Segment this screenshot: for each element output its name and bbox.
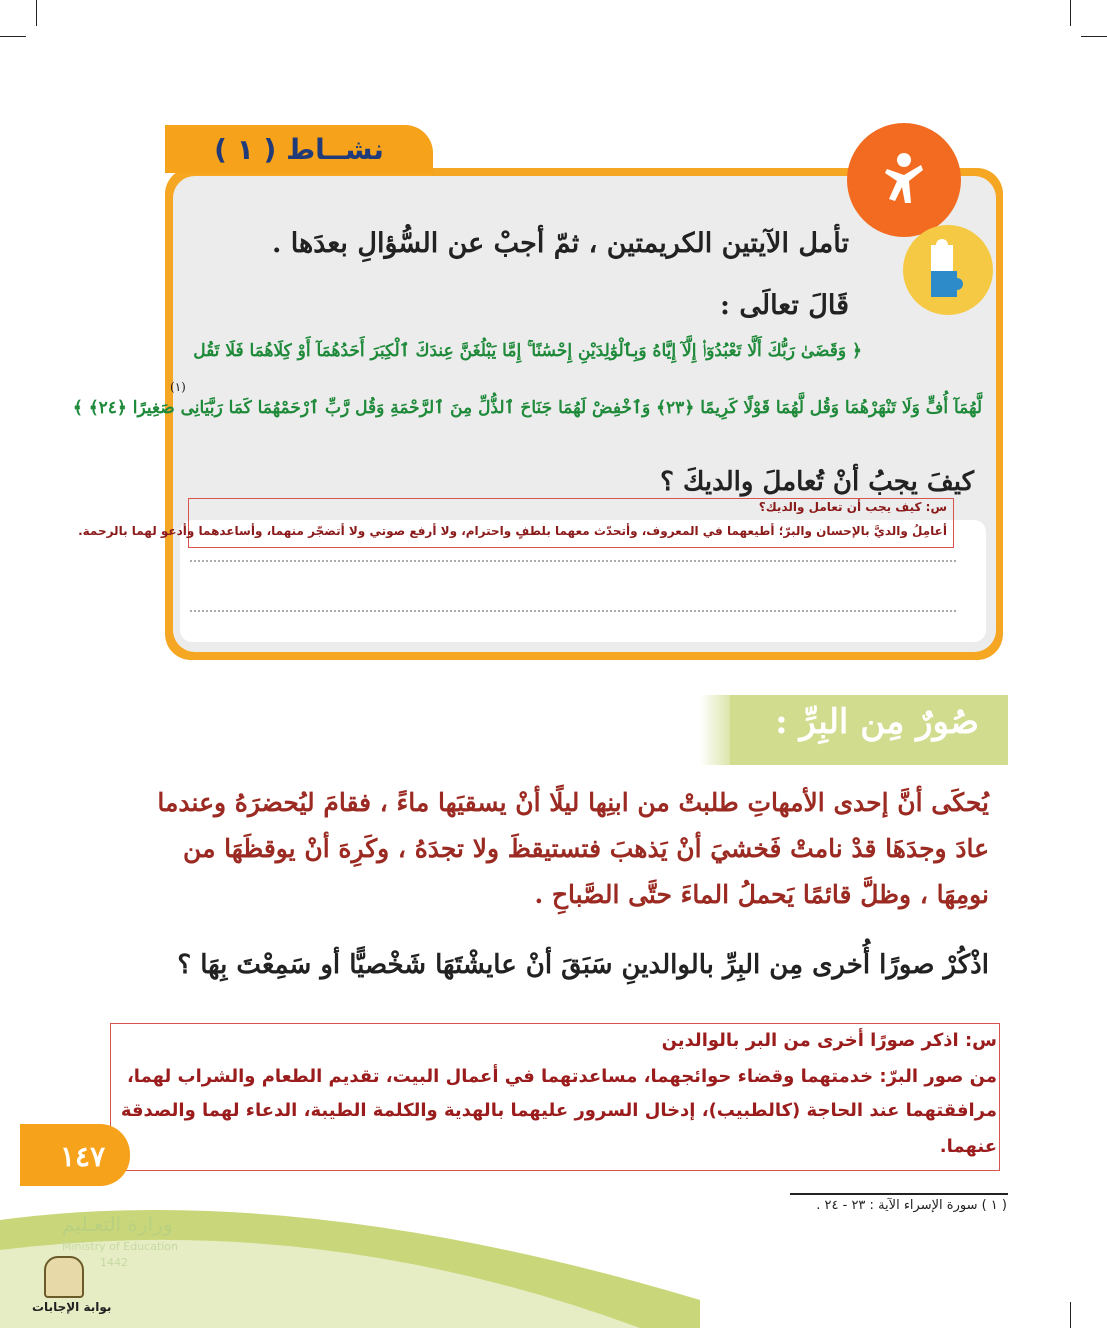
- ministry-logo-text: وزارة التعـليم: [62, 1212, 173, 1236]
- page-number: ١٤٧: [60, 1140, 106, 1173]
- portal-logo-icon: [44, 1256, 84, 1298]
- qala-label: قَالَ تعالَى :: [719, 290, 849, 321]
- verse-line-1: ﴿ وَقَضَىٰ رَبُّكَ أَلَّا تَعْبُدُوٓا۟ إِلَّآ إِيَّاهُ وَبِٱلْوَٰلِدَيْنِ إِحْسَٰنًا ۚ إِمَّا يَبْلُغَنَّ عِندَكَ ٱلْكِبَرَ أَحَدُهُمَآ أَوْ كِلَاهُمَا فَلَا تَقُل: [193, 341, 862, 361]
- crop-mark: [36, 0, 37, 26]
- crop-mark: [1081, 36, 1107, 37]
- answer-dotted-line: [190, 610, 956, 612]
- activity-answer-text: أعامِلُ والديَّ بالإحسان والبرّ؛ أطيعهما في المعروف، وأتحدّث معهما بلطفٍ واحترام، ولا أرفع صوتي ولا أتضجّر منهما، وأساعدهما وأدعو لهما بالرحمة.: [78, 524, 947, 538]
- crop-mark: [0, 36, 26, 37]
- answer-label: س: اذكر صورًا أخرى من البر بالوالدين: [661, 1030, 997, 1051]
- section-title: صُورٌ مِن البِرِّ :: [775, 702, 979, 742]
- verse-line-2: لَّهُمَآ أُفٍّ وَلَا تَنْهَرْهُمَا وَقُل لَّهُمَا قَوْلًا كَرِيمًا ﴿٢٣﴾ وَٱخْفِضْ لَهُمَا جَنَاحَ ٱلذُّلِّ مِنَ ٱلرَّحْمَةِ وَقُل رَّبِّ ٱرْحَمْهُمَا كَمَا رَبَّيَانِى صَغِيرًا ﴿٢٤﴾ ﴾: [72, 398, 982, 418]
- crop-mark: [1070, 1302, 1071, 1328]
- activity-question: كيفَ يجبُ أنْ تُعاملَ والديكَ ؟: [660, 467, 974, 497]
- answer-line-3: عنهما.: [939, 1136, 997, 1157]
- answer-line-2: مرافقتهما عند الحاجة (كالطبيب)، إدخال السرور عليهما بالهدية والكلمة الطيبة، الدعاء لهما والصدقة: [120, 1100, 997, 1121]
- footnote: ( ١ ) سورة الإسراء الآية : ٢٣ - ٢٤ .: [816, 1198, 1007, 1213]
- story-line-2: عادَ وجدَهَا قدْ نامتْ فَخشيَ أنْ يَذهبَ فتستيقظَ ولا تجدَهُ ، وكَرِهَ أنْ يوقظَهَا من: [183, 834, 989, 863]
- activity-answer-question: س: كيف يجب أن تعامل والديك؟: [758, 500, 947, 514]
- ministry-year: 1442: [100, 1256, 128, 1269]
- activity-tab: نشــاط ( ١ ): [165, 125, 433, 173]
- puzzle-icon: [903, 225, 993, 315]
- portal-label: بوابة الإجابات: [32, 1300, 112, 1314]
- footnote-marker: (١): [170, 380, 186, 394]
- story-line-1: يُحكَى أنَّ إحدى الأمهاتِ طلبتْ من ابنِها ليلًا أنْ يسقيَها ماءً ، فقامَ ليُحضرَهُ وعندما: [157, 788, 989, 817]
- activity-instruction: تأمل الآيتين الكريمتين ، ثمّ أجبْ عن السُّؤالِ بعدَها .: [271, 228, 849, 259]
- mention-question: اذْكُرْ صورًا أُخرى مِن البِرِّ بالوالدينِ سَبَقَ أنْ عايشْتَهَا شَخْصيًّا أو سَمِعْتَ بِهَا ؟: [177, 950, 989, 980]
- crop-mark: [1070, 0, 1071, 26]
- story-line-3: نومِهَا ، وظلَّ قائمًا يَحملُ الماءَ حتَّى الصَّباحِ .: [534, 880, 989, 909]
- activity-person-icon: [847, 123, 961, 237]
- footnote-divider: [790, 1193, 1008, 1195]
- answer-line-1: من صور البرّ: خدمتهما وقضاء حوائجهما، مساعدتهما في أعمال البيت، تقديم الطعام والشراب لهما،: [126, 1066, 997, 1087]
- answer-dotted-line: [190, 560, 956, 562]
- ministry-logo-en: Ministry of Education: [62, 1240, 179, 1253]
